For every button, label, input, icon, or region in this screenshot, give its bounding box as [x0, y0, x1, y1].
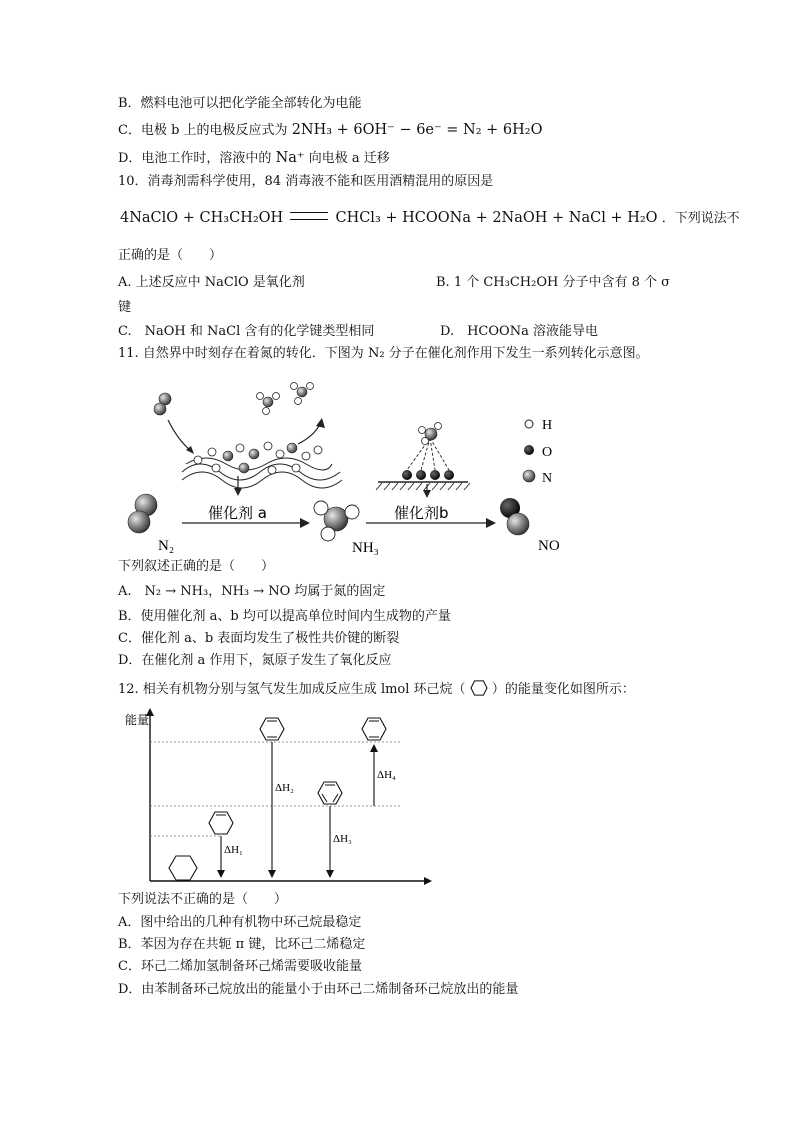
- q10-stem-cont: 正确的是（ ）: [118, 248, 223, 263]
- q12-option-b: B．苯因为存在共轭 π 键，比环己二烯稳定: [118, 937, 366, 952]
- energy-axis-label: 能量: [125, 713, 150, 727]
- catalyst-a-surface-icon: [182, 442, 342, 488]
- n2-label: N₂: [158, 538, 175, 554]
- legend-n-label: N: [542, 471, 553, 486]
- q12-stem: [118, 680, 635, 700]
- no-molecule-icon: [500, 498, 529, 535]
- q9-option-d-suffix: 向电极 a 迁移: [308, 151, 390, 166]
- n2-small-molecule-icon: [154, 393, 171, 415]
- q11-stem-cont: 下列叙述正确的是（ ）: [118, 559, 275, 574]
- nh3-label: NH₃: [352, 540, 379, 556]
- q12-stem-cont: 下列说法不正确的是（ ）: [118, 892, 288, 907]
- q10-stem: 10．消毒剂需科学使用，84 消毒液不能和医用酒精混用的原因是: [118, 174, 494, 189]
- cyclohexadiene-right-structure-icon: [362, 718, 386, 740]
- q9-option-c-prefix: C．电极 b 上的电极反应式为: [118, 123, 288, 138]
- legend-h-label: H: [542, 418, 553, 433]
- nitrogen-atom-icon: [523, 470, 535, 482]
- q11-option-b: B．使用催化剂 a、b 均可以提高单位时间内生成物的产量: [118, 609, 451, 624]
- catalyst-b-label: 催化剂b: [394, 504, 449, 522]
- cyclohexane-structure-icon: [169, 856, 197, 880]
- cyclohexene-structure-icon: [209, 812, 233, 834]
- q9-option-d-ion: Na⁺: [275, 150, 305, 166]
- q12-energy-diagram: [120, 708, 440, 893]
- dh4-label: ΔH₄: [377, 769, 396, 781]
- q11-stem: 11. 自然界中时刻存在着氮的转化．下图为 N₂ 分子在催化剂作用下发生一系列转化示意图。: [118, 346, 649, 361]
- q12-option-d: D．由苯制备环己烷放出的能量小于由环己二烯制备环己烷放出的能量: [118, 982, 519, 997]
- atom-legend: [523, 418, 552, 486]
- q10-option-b-cont: 键: [118, 300, 132, 315]
- dh2-label: ΔH₂: [275, 782, 294, 794]
- q10-equation-tail: ．下列说法不: [661, 211, 740, 226]
- nh3-molecule-icon: [314, 501, 359, 541]
- catalyst-a-label: 催化剂 a: [208, 504, 267, 522]
- hydrogen-atom-icon: [525, 420, 533, 428]
- q10-equation-left: 4NaClO + CH₃CH₂OH: [120, 210, 284, 226]
- legend-o-label: O: [542, 445, 553, 460]
- benzene-structure-icon: [318, 782, 342, 804]
- cyclohexane-icon: [470, 680, 488, 696]
- no-label: NO: [538, 538, 560, 554]
- q10-equation-right: CHCl₃ + HCOONa + 2NaOH + NaCl + H₂O: [335, 210, 658, 226]
- q9-option-c: [118, 120, 542, 141]
- cyclohexadiene-structure-icon: [260, 718, 284, 740]
- q12-stem-part-a: 12. 相关有机物分别与氢气发生加成反应生成 lmol 环己烷（: [118, 682, 466, 697]
- dh3-label: ΔH₃: [333, 833, 352, 845]
- q9-option-d-prefix: D．电池工作时，溶液中的: [118, 151, 272, 166]
- q10-equation-line: [120, 208, 740, 229]
- q10-option-b: B. 1 个 CH₃CH₂OH 分子中含有 8 个 σ: [436, 275, 671, 290]
- q11-option-a: A. N₂ → NH₃，NH₃ → NO 均属于氮的固定: [118, 584, 386, 599]
- q12-stem-part-b: ）的能量变化如图所示：: [491, 682, 635, 697]
- q10-equals-sign: [290, 212, 328, 220]
- q11-nitrogen-figure: [120, 372, 620, 562]
- catalyst-b-surface-icon: [376, 423, 470, 491]
- q9-option-c-equation: 2NH₃ + 6OH⁻ − 6e⁻ = N₂ + 6H₂O: [291, 122, 543, 138]
- q11-option-c: C．催化剂 a、b 表面均发生了极性共价键的断裂: [118, 631, 400, 646]
- q10-option-d: D. HCOONa 溶液能导电: [440, 324, 598, 339]
- q10-option-c: C. NaOH 和 NaCl 含有的化学键类型相同: [118, 324, 375, 339]
- dh1-label: ΔH₁: [224, 844, 243, 856]
- q9-option-d: [118, 148, 390, 169]
- q12-option-c: C．环己二烯加氢制备环己烯需要吸收能量: [118, 959, 362, 974]
- n2-molecule-icon: [128, 494, 157, 533]
- q11-option-d: D．在催化剂 a 作用下，氮原子发生了氧化反应: [118, 653, 392, 668]
- q9-option-b: B．燃料电池可以把化学能全部转化为电能: [118, 96, 362, 111]
- nh3-small-molecules-icon: [257, 383, 314, 415]
- oxygen-atom-icon: [524, 445, 534, 455]
- q12-option-a: A．图中给出的几种有机物中环己烷最稳定: [118, 915, 362, 930]
- q10-option-a: A. 上述反应中 NaClO 是氧化剂: [118, 275, 305, 290]
